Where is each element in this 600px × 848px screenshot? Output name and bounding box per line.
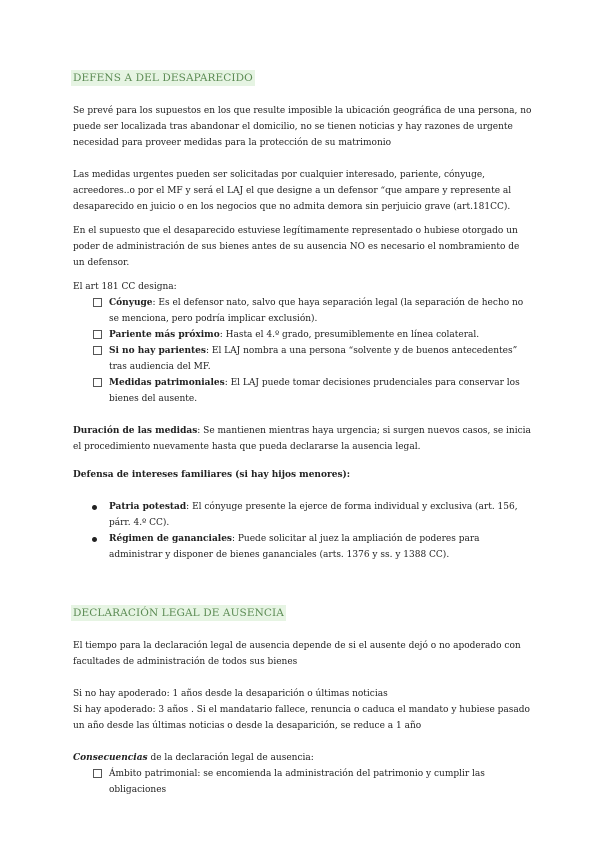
bullet-icon — [92, 505, 97, 510]
checkbox-icon[interactable] — [93, 346, 102, 355]
checkbox-icon[interactable] — [93, 330, 102, 339]
paragraph-representado: En el supuesto que el desaparecido estuviese legítimamente representado o hubiese otorgado un poder de administración de sus bienes antes de su ausencia NO es necesario el nombramiento de un defensor. — [73, 226, 520, 268]
checklist-item-text: : Es el defensor nato, salvo que haya separación legal (la separación de hecho no se menciona, pero podría implicar exclusión). — [109, 298, 524, 324]
paragraph-medidas-urgentes: Las medidas urgentes pueden ser solicitadas por cualquier interesado, pariente, cónyuge, acreedores..o por el MF y será el LAJ el que designe a un defensor “que ampare y represente al desaparecido en juicio o en los negocios que no admita demora sin perjuicio grave (art.181CC). — [73, 170, 512, 212]
consecuencias-label: Consecuencias — [73, 753, 148, 763]
checklist-item-label: Medidas patrimoniales — [109, 378, 225, 388]
document-page — [73, 70, 533, 798]
checklist-item — [93, 375, 533, 407]
checklist-item-text: : Hasta el 4.º grado, presumiblemente en línea colateral. — [219, 330, 480, 340]
bullet-item — [92, 531, 533, 563]
checklist-item-text: Ámbito patrimonial: se encomienda la administración del patrimonio y cumplir las obligaciones — [109, 769, 485, 795]
bullet-item-text: : El cónyuge presente la ejerce de forma individual y exclusiva (art. 156, párr. 4.º CC). — [109, 502, 518, 528]
checkbox-icon[interactable] — [93, 298, 102, 307]
paragraph-duracion — [73, 423, 533, 455]
checklist-item — [93, 343, 533, 375]
paragraph-tiempo: El tiempo para la declaración legal de ausencia depende de si el ausente dejó o no apoderado con facultades de administración de todos sus bienes — [73, 641, 521, 667]
bullet-item-label: Patria potestad — [109, 502, 187, 512]
bullet-item-label: Régimen de gananciales — [109, 534, 232, 544]
checklist-item-text: : El LAJ puede tomar decisiones prudenciales para conservar los bienes del ausente. — [109, 378, 520, 404]
defensor-checklist — [73, 295, 533, 407]
bullet-icon — [92, 537, 97, 542]
duracion-text: : Se mantienen mientras haya urgencia; si surgen nuevos casos, se inicia el procedimiento nuevamente hasta que pueda declararse la ausencia legal. — [73, 426, 531, 452]
checklist-item-label: Cónyuge — [109, 298, 153, 308]
checklist-item — [93, 295, 533, 327]
section-heading-declaracion: DECLARACIÓN LEGAL DE AUSENCIA — [73, 607, 284, 619]
checkbox-icon[interactable] — [93, 769, 102, 778]
checklist-item-label: Pariente más próximo — [109, 330, 220, 340]
section-heading-defensa: DEFENS A DEL DESAPARECIDO — [73, 72, 253, 84]
bullet-item-text: : Puede solicitar al juez la ampliación de poderes para administrar y disponer de bienes gananciales (arts. 1376 y ss. y 1388 CC). — [109, 534, 480, 560]
checklist-item — [93, 766, 533, 798]
paragraph-con-apoderado: Si hay apoderado: 3 años . Si el mandatario fallece, renuncia o caduca el mandato y hubiese pasado un año desde las últimas noticias o desde la desaparición, se reduce a 1 año — [73, 705, 530, 731]
checklist-item-text: : El LAJ nombra a una persona “solvente y de buenos antecedentes” tras audiencia del MF. — [109, 346, 518, 372]
familia-bullets — [73, 499, 533, 563]
paragraph-sin-apoderado: Si no hay apoderado: 1 años desde la desaparición o últimas noticias — [73, 689, 388, 699]
paragraph-defensa-familiar — [73, 467, 533, 483]
checkbox-icon[interactable] — [93, 378, 102, 387]
consecuencias-text: de la declaración legal de ausencia: — [147, 753, 314, 763]
paragraph-consecuencias — [73, 750, 533, 766]
consecuencias-checklist — [73, 766, 533, 798]
defensa-label: Defensa de intereses familiares (si hay hijos menores): — [73, 470, 351, 480]
checklist-item-label: Si no hay parientes — [109, 346, 206, 356]
paragraph-intro: Se prevé para los supuestos en los que resulte imposible la ubicación geográfica de una persona, no puede ser localizada tras abandonar el domicilio, no se tienen noticias y hay razones de urgente necesidad para proveer medidas para la protección de su matrimonio — [73, 106, 532, 148]
bullet-item — [92, 499, 533, 531]
checklist-item — [93, 327, 533, 343]
paragraph-art181: El art 181 CC designa: — [73, 282, 177, 292]
duracion-label: Duración de las medidas — [73, 426, 198, 436]
